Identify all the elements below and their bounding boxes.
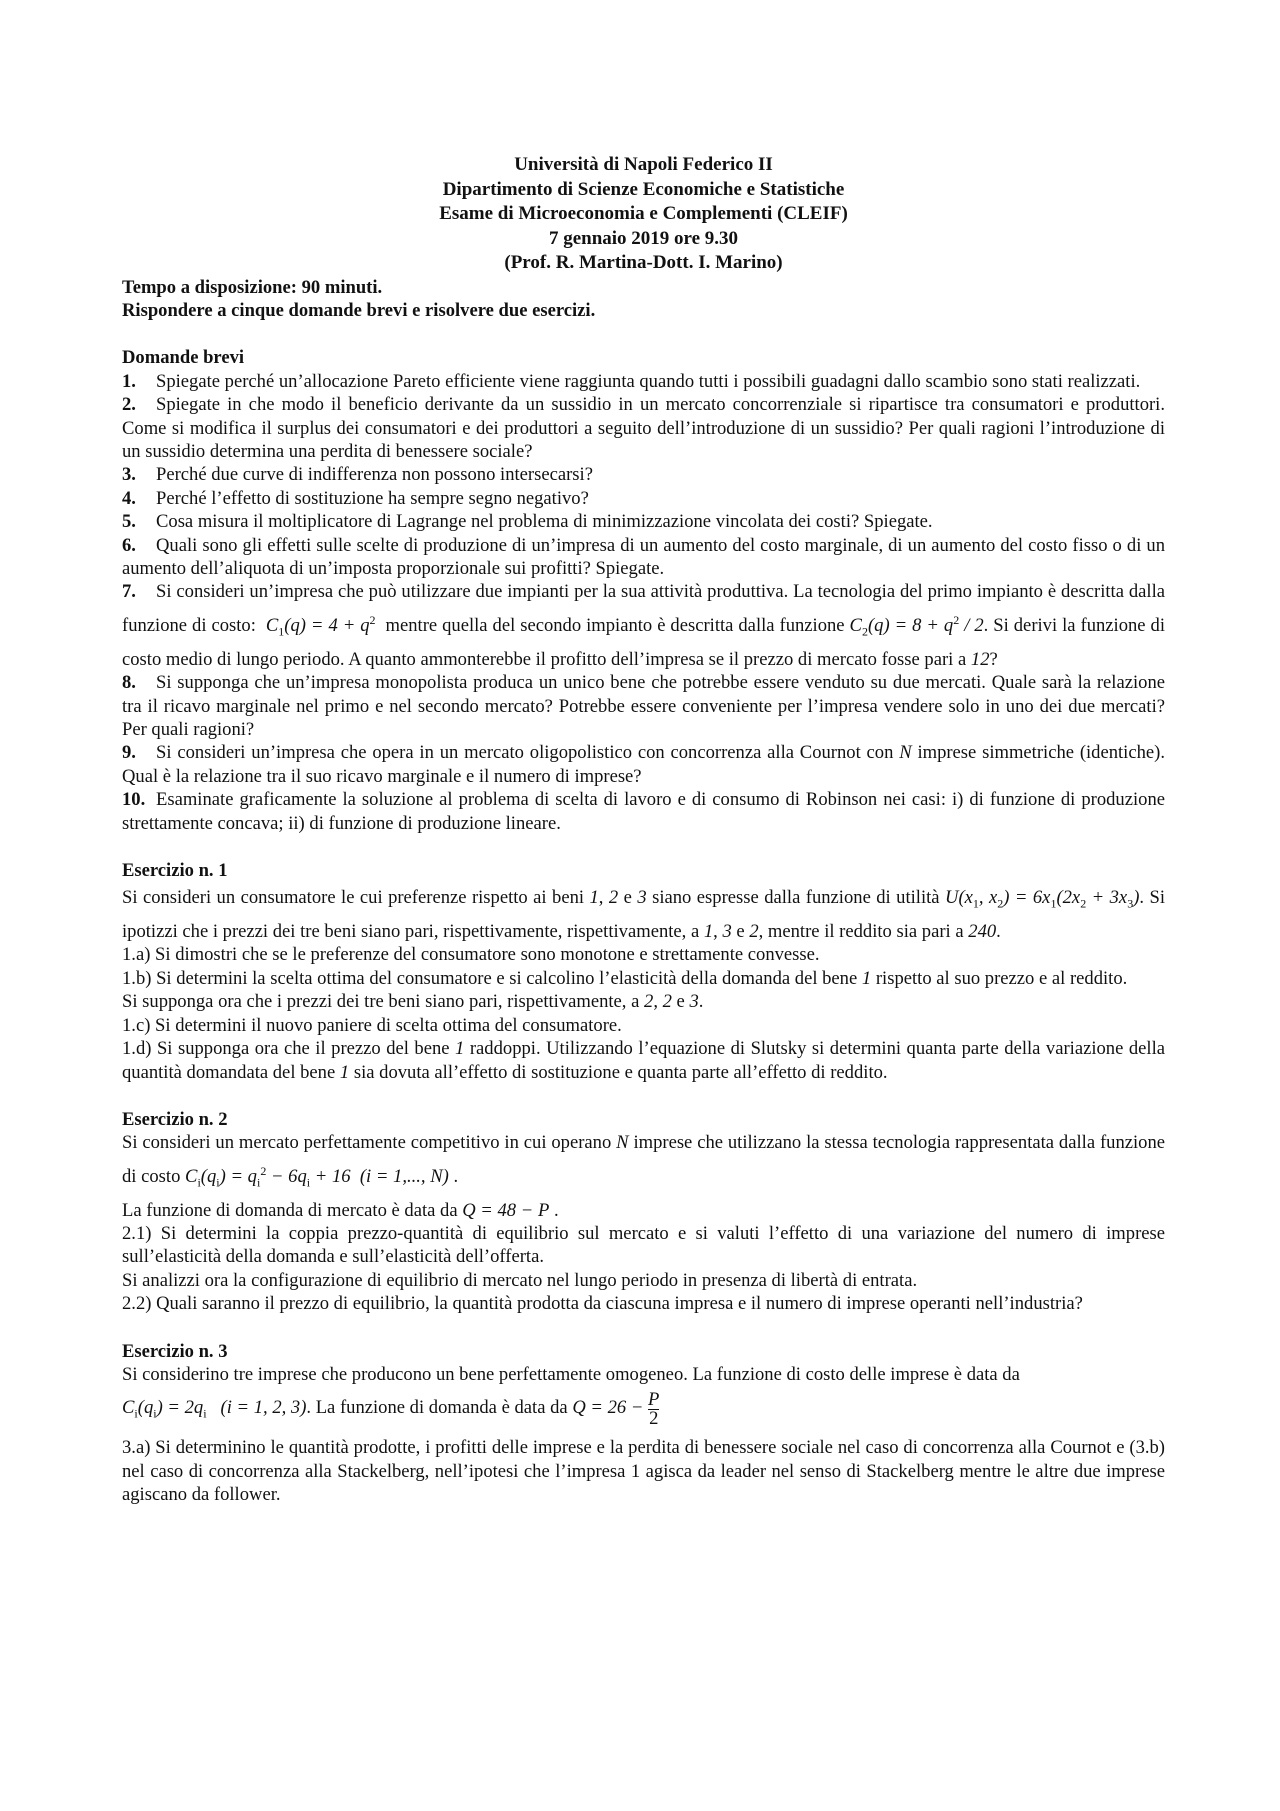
exercise-1-intro: Si consideri un consumatore le cui preferenze rispetto ai beni 1, 2 e 3 siano espresse dalla funzione di utilità $U(x_1$, $x_2) = 6x_1(2x_2 + 3x_3)$. Si ipotizzi che i prezzi dei tre beni siano pari, rispettivamente, rispettivamente, a 1, 3 e 2, mentre il reddito sia pari a 240. (122, 887, 1165, 943)
exercise-2-title: Esercizio n. 2 (122, 1108, 228, 1130)
exercise-1-new-prices: Si supponga ora che i prezzi dei tre beni siano pari, rispettivamente, a 2, 2 e 3. (122, 991, 704, 1013)
question-1: 1. Spiegate perché un’allocazione Pareto efficiente viene raggiunta quando tutti i possibili guadagni dallo scambio sono stati realizzati. (122, 370, 1141, 392)
exercise-3-title: Esercizio n. 3 (122, 1340, 228, 1362)
exercise-1-question-a: 1.a) Si dimostri che se le preferenze del consumatore sono monotone e strettamente convesse. (122, 944, 820, 966)
university-name: Università di Napoli Federico II (514, 154, 773, 175)
exercise-3-intro: Si considerino tre imprese che producono un bene perfettamente omogeneo. La funzione di costo delle imprese è data da (122, 1364, 1020, 1386)
question-7: 7. Si consideri un’impresa che può utilizzare due impianti per la sua attività produttiva. La tecnologia del primo impianto è descritta dalla funzione di costo: $C_1(q) = 4 + q^2$ mentre quella del secondo impianto è descritta dalla funzione $C_2(q) = 8 + q^2 / 2$. Si derivi la funzione di costo medio di lungo periodo. A quanto ammonterebbe il profitto dell’impresa se il prezzo di mercato fosse pari a 12? (122, 581, 1165, 670)
exercise-2-intro: Si consideri un mercato perfettamente competitivo in cui operano N imprese che utilizzano la stessa tecnologia rappresentata dalla funzione di costo $C_i(q_i) = q_i^2 - 6q_i + 16$ (i = 1,..., N) . (122, 1132, 1166, 1190)
question-5: 5. Cosa misura il moltiplicatore di Lagrange nel problema di minimizzazione vincolata dei costi? Spiegate. (122, 511, 933, 533)
exercise-1-question-d: 1.d) Si supponga ora che il prezzo del bene 1 raddoppi. Utilizzando l’equazione di Slutsky si determini quanta parte della variazione della quantità domandata del bene 1 sia dovuta all’effetto di sostituzione e quanta parte all’effetto di reddito. (122, 1038, 1166, 1083)
task-instruction: Rispondere a cinque domande brevi e risolvere due esercizi. (122, 299, 596, 321)
exercise-1-question-b: 1.b) Si determini la scelta ottima del consumatore e si calcolino l’elasticità della domanda del bene 1 rispetto al suo prezzo e al reddito. (122, 967, 1128, 989)
exercise-1-question-c: 1.c) Si determini il nuovo paniere di scelta ottima del consumatore. (122, 1014, 622, 1036)
department-name: Dipartimento di Scienze Economiche e Statistiche (442, 178, 845, 200)
question-2: 2. Spiegate in che modo il beneficio derivante da un sussidio in un mercato concorrenziale si ripartisce tra consumatori e produttori. Come si modifica il surplus dei consumatori e dei produttori a seguito dell’introduzione di un sussidio? Per quali ragioni l’introduzione di un sussidio determina una perdita di benessere sociale? (122, 394, 1165, 462)
exam-title: Esame di Microeconomia e Complementi (CLEIF) (439, 203, 848, 224)
question-8: 8. Si supponga che un’impresa monopolista produca un unico bene che potrebbe essere venduto su due mercati. Quale sarà la relazione tra il ricavo marginale nel primo e nel secondo mercato? Potrebbe essere conveniente per l’impresa vendere solo in uno dei due mercati? Per quali ragioni? (122, 672, 1165, 740)
exercise-2 (122, 1108, 1165, 1316)
cost-function-ex2: $C_i(q_i) = q_i^2 - 6q_i + 16$ (i = 1,..., N) (185, 1163, 449, 1190)
demand-fraction: $\frac{P}{2}$ (648, 1388, 660, 1429)
exam-date: 7 gennaio 2019 ore 9.30 (548, 227, 739, 249)
cost-function-ex3: $C_i(q_i) = 2q_i$ (i = 1, 2, 3) (122, 1397, 307, 1422)
exam-professors: (Prof. R. Martina-Dott. I. Marino) (504, 252, 783, 273)
exercise-2-question-2: 2.2) Quali saranno il prezzo di equilibrio, la quantità prodotta da ciascuna impresa e il numero di imprese operanti nell’industria? (122, 1293, 1083, 1315)
exercise-1 (122, 859, 1165, 1084)
short-questions-section (122, 346, 1165, 835)
utility-function: $U(x_1$, $x_2) = 6x_1(2x_2 + 3x_3)$ (945, 887, 1140, 912)
question-6: 6. Quali sono gli effetti sulle scelte di produzione di un’impresa di un aumento del costo marginale, di un aumento del costo fisso o di un aumento dell’aliquota di un’imposta proporzionale sui profitti? Spiegate. (122, 534, 1165, 579)
cost-function-1: $C_1(q) = 4 + q^2$ (260, 612, 376, 639)
cost-function-2: $C_2(q) = 8 + q^2 / 2$ (849, 612, 984, 639)
time-instruction: Tempo a disposizione: 90 minuti. (122, 276, 383, 298)
short-questions-title: Domande brevi (122, 347, 245, 369)
exercise-2-question-1: 2.1) Si determini la coppia prezzo-quantità di equilibrio sul mercato e si valuti l’effetto di una variazione del numero di imprese sull’elasticità della domanda e sull’elasticità dell’offerta. (122, 1223, 1165, 1268)
question-9: 9. Si consideri un’impresa che opera in un mercato oligopolistico con concorrenza alla Cournot con N imprese simmetriche (identiche). Qual è la relazione tra il suo ricavo marginale e il numero di imprese? (122, 742, 1165, 787)
exam-document (122, 153, 1165, 1506)
exercise-3-question: 3.a) Si determinino le quantità prodotte, i profitti delle imprese e la perdita di benessere sociale nel caso di concorrenza alla Cournot e (3.b) nel caso di concorrenza alla Stackelberg, nell’ipotesi che l’impresa 1 agisca da leader nel senso di Stackelberg mentre le altre due imprese agiscano da follower. (122, 1437, 1165, 1505)
exercise-2-long-run: Si analizzi ora la configurazione di equilibrio di mercato nel lungo periodo in presenza di libertà di entrata. (122, 1269, 918, 1291)
exercise-2-demand: La funzione di domanda di mercato è data da Q = 48 − P . (122, 1199, 559, 1221)
exercise-3 (122, 1340, 1165, 1507)
exercise-1-title: Esercizio n. 1 (122, 859, 228, 881)
exam-header (122, 153, 1165, 276)
question-3: 3. Perché due curve di indifferenza non possono intersecarsi? (122, 464, 593, 486)
exercise-3-functions: $C_i(q_i) = 2q_i$ (i = 1, 2, 3). La funzione di domanda è data da Q = 26 − $\frac{P}{2}$ (122, 1388, 660, 1429)
question-10: 10. Esaminate graficamente la soluzione al problema di scelta di lavoro e di consumo di Robinson nei casi: i) di funzione di produzione strettamente concava; ii) di funzione di produzione lineare. (122, 789, 1165, 834)
question-4: 4. Perché l’effetto di sostituzione ha sempre segno negativo? (122, 487, 589, 509)
